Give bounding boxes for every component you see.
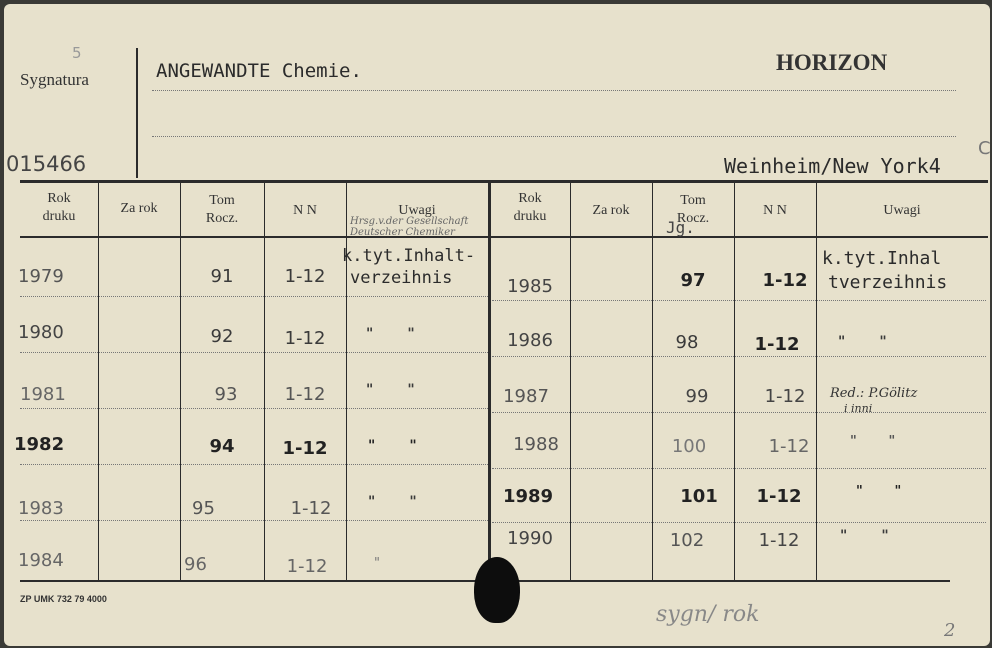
left-uwagi-1984: " — [374, 556, 380, 571]
left-year-1980: 1980 — [18, 322, 64, 343]
col-line-middle — [488, 182, 491, 580]
right-uwagi-1990: " " — [840, 528, 889, 544]
right-year-1990: 1990 — [507, 528, 553, 549]
left-year-1984: 1984 — [18, 550, 64, 571]
col-uwagi-right: Uwagi — [883, 203, 921, 218]
right-tom-102: 102 — [669, 530, 705, 551]
col-line-6 — [570, 182, 571, 580]
corner-mark: 5 — [72, 44, 82, 62]
left-tom-94: 94 — [209, 436, 235, 457]
row-sep-left-3 — [20, 408, 488, 409]
col-nn-left: N N — [293, 203, 317, 218]
col-uwagi-left: Uwagi — [398, 203, 436, 218]
left-uwagi-1982: " " — [368, 438, 417, 454]
right-nn-1987: 1-12 — [764, 386, 806, 407]
right-year-1989: 1989 — [502, 486, 554, 507]
left-year-1979: 1979 — [18, 266, 64, 287]
right-uwagi-1989: " " — [856, 484, 902, 499]
table-header-line — [20, 236, 988, 238]
left-year-1982: 1982 — [14, 434, 65, 455]
col-tom-rocz-right: Tom Rocz. — [676, 193, 710, 226]
handwritten-sygn-rok: sygn/ rok — [656, 602, 760, 627]
right-tom-100: 100 — [671, 436, 707, 457]
left-uwagi-1981: " " — [366, 382, 415, 398]
row-sep-left-2 — [20, 352, 488, 353]
right-nn-1986: 1-12 — [754, 334, 800, 355]
right-nn-1990: 1-12 — [758, 530, 800, 551]
row-sep-right-2 — [492, 356, 986, 357]
col-za-rok-right: Za rok — [592, 203, 630, 218]
col-nn-right: N N — [763, 203, 787, 218]
sygnatura-label: Sygnatura — [20, 70, 89, 89]
left-uwagi-1983: " " — [368, 494, 417, 510]
right-tom-99: 99 — [685, 386, 709, 407]
row-sep-right-3 — [492, 412, 986, 413]
right-uwagi-1985: k.tyt.Inhal — [822, 248, 942, 269]
left-year-1981: 1981 — [20, 384, 66, 405]
right-tom-98: 98 — [675, 332, 699, 353]
left-nn-1982: 1-12 — [282, 438, 328, 459]
brand-stamp: HORIZON — [776, 50, 888, 75]
right-uwagi-1985-line2: tverzeihnis — [828, 272, 948, 293]
publisher-place: Weinheim/New York4 — [724, 154, 941, 178]
handwritten-publisher-note: Hrsg.v.der Gesellschaft Deutscher Chemiker — [350, 216, 469, 238]
right-nn-1985: 1-12 — [762, 270, 808, 291]
row-sep-right-1 — [492, 300, 986, 301]
left-nn-1979: 1-12 — [284, 266, 326, 287]
left-tom-93: 93 — [214, 384, 238, 405]
call-number: 015466 — [6, 152, 87, 176]
col-za-rok-left: Za rok — [120, 201, 158, 216]
left-year-1983: 1983 — [18, 498, 64, 519]
col-rok-druku-left: Rok druku — [42, 191, 76, 224]
left-tom-92: 92 — [210, 326, 234, 347]
title-line-1 — [152, 90, 956, 91]
col-rok-druku-right: Rok druku — [513, 191, 547, 224]
right-uwagi-1988: " " — [850, 434, 896, 449]
row-sep-right-4 — [492, 468, 986, 469]
right-year-1987: 1987 — [503, 386, 549, 407]
header-divider — [136, 48, 138, 178]
corner-mark-right: C — [978, 138, 991, 159]
title-line-2 — [152, 136, 956, 137]
right-year-1988: 1988 — [513, 434, 559, 455]
left-nn-1983: 1-12 — [290, 498, 332, 519]
printer-mark: ZP UMK 732 79 4000 — [20, 594, 107, 604]
row-sep-left-4 — [20, 464, 488, 465]
punch-hole — [474, 557, 520, 623]
left-uwagi-1979: k.tyt.Inhalt- — [342, 246, 476, 266]
col-line-7 — [652, 182, 653, 580]
col-tom-rocz-left: Tom Rocz. — [205, 193, 239, 226]
right-year-1985: 1985 — [507, 276, 553, 297]
right-year-1986: 1986 — [507, 330, 553, 351]
catalog-card — [4, 4, 990, 646]
right-uwagi-1987: Red.: P.Gölitz — [830, 386, 918, 401]
left-tom-95: 95 — [192, 498, 215, 519]
left-nn-1980: 1-12 — [284, 328, 326, 349]
left-uwagi-1980: " " — [366, 326, 415, 342]
right-uwagi-1986: " " — [838, 334, 887, 350]
row-sep-left-5 — [20, 520, 488, 521]
right-nn-1988: 1-12 — [768, 436, 810, 457]
page-mark: 2 — [944, 620, 956, 641]
left-nn-1981: 1-12 — [284, 384, 326, 405]
left-nn-1984: 1-12 — [286, 556, 328, 577]
left-tom-96: 96 — [184, 554, 207, 575]
right-uwagi-1987-line2: i inni — [844, 402, 873, 415]
col-line-9 — [816, 182, 817, 580]
col-line-8 — [734, 182, 735, 580]
left-tom-91: 91 — [210, 266, 234, 287]
right-tom-97: 97 — [680, 270, 706, 291]
table-top-line — [20, 180, 988, 183]
left-uwagi-1979-line2: verzeihnis — [350, 268, 453, 288]
jg-mark: Jg. — [666, 218, 695, 237]
row-sep-left-1 — [20, 296, 488, 297]
right-tom-101: 101 — [680, 486, 718, 507]
row-sep-right-5 — [492, 522, 986, 523]
right-nn-1989: 1-12 — [756, 486, 802, 507]
journal-title: ANGEWANDTE Chemie. — [156, 60, 362, 82]
